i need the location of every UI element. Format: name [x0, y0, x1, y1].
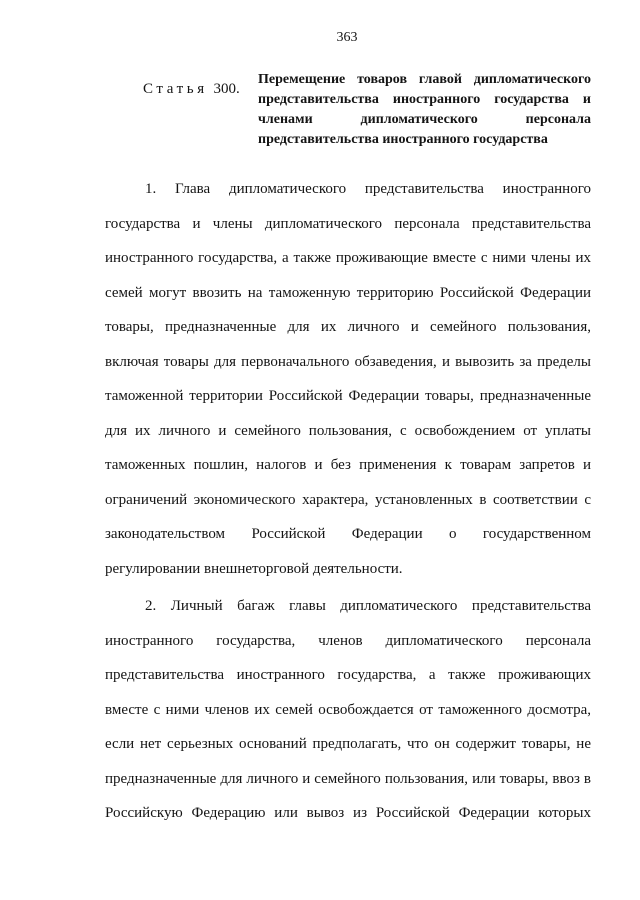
article-title-line: представительства иностранного государства	[258, 132, 548, 147]
paragraph-line: включая товары для первоначального обзаведения, и вывозить за пределы	[105, 353, 591, 370]
paragraph-line: для их личного и семейного пользования, с освобождением от уплаты	[105, 422, 591, 439]
article-title-line: Перемещение товаров главой дипломатического	[258, 72, 591, 87]
paragraph-line: 2. Личный багаж главы дипломатического представительства	[145, 598, 591, 614]
paragraph-line: ограничений экономического характера, установленных в соответствии с	[105, 491, 591, 508]
paragraph-line: товары, предназначенные для их личного и семейного пользования,	[105, 319, 591, 335]
paragraph-line: вместе с ними членов их семей освобождается от таможенного досмотра,	[105, 701, 591, 718]
paragraph-line: представительства иностранного государства, а также проживающих	[105, 667, 591, 683]
paragraph-line: иностранного государства, членов дипломатического персонала	[105, 632, 591, 649]
paragraph-2	[105, 589, 591, 831]
paragraph-line: иностранного государства, а также проживающие вместе с ними члены их	[105, 250, 591, 266]
page-number: 363	[336, 30, 358, 45]
article-title-line: членами дипломатического персонала	[258, 112, 591, 127]
article-number: 300.	[213, 81, 240, 97]
paragraph-line: законодательством Российской Федерации о государственном	[105, 526, 591, 542]
paragraph-line: если нет серьезных оснований предполагать, что он содержит товары, не	[105, 736, 591, 752]
paragraph-line: Российскую Федерацию или вывоз из Российской Федерации которых	[105, 805, 591, 821]
paragraph-1	[105, 172, 591, 586]
paragraph-line: предназначенные для личного и семейного пользования, или товары, ввоз в	[105, 770, 591, 787]
paragraph-line: государства и члены дипломатического персонала представительства	[105, 215, 591, 232]
article-title-line: представительства иностранного государства и	[258, 92, 591, 107]
paragraph-line: таможенной территории Российской Федерации товары, предназначенные	[105, 388, 591, 404]
article-label	[143, 79, 240, 99]
paragraph-line: регулировании внешнеторговой деятельности.	[105, 560, 403, 577]
article-title	[258, 70, 591, 150]
paragraph-line: семей могут ввозить на таможенную территорию Российской Федерации	[105, 284, 591, 301]
paragraph-line: таможенных пошлин, налогов и без применения к товарам запретов и	[105, 457, 591, 473]
article-label-word: Статья	[143, 81, 208, 97]
paragraph-line: 1. Глава дипломатического представительства иностранного	[145, 181, 591, 197]
